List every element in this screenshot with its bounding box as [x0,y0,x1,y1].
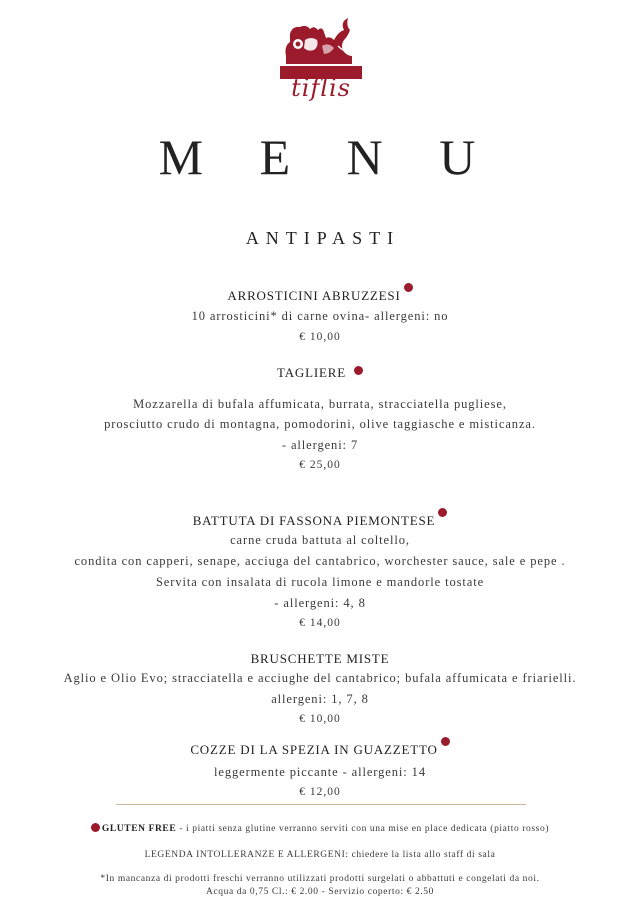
menu-item-title [0,288,640,304]
menu-item-description: 10 arrosticini* di carne ovina- allergeni: no [191,309,449,323]
menu-item-name: ARROSTICINI ABRUZZESI [227,288,401,303]
menu-item-price: € 14,00 [299,617,341,629]
page-title: M E N U [158,129,498,185]
menu-item-price: € 12,00 [299,786,341,798]
frozen-products-note: *In mancanza di prodotti freschi verranno utilizzati prodotti surgelati o abbattuti e congelati da noi. [100,874,540,884]
footer-divider [116,804,526,805]
menu-item-title [0,513,640,529]
menu-item-description: prosciutto crudo di montagna, pomodorini, olive taggiasche e misticanza. [104,417,536,431]
gluten-free-dot-icon [404,283,413,292]
menu-item-name: BATTUTA DI FASSONA PIEMONTESE [192,513,436,528]
gluten-free-dot-icon [438,508,447,517]
menu-item-description: Servita con insalata di rucola limone e mandorle tostate [155,575,485,589]
menu-item-description: condita con capperi, senape, acciuga del cantabrico, worchester sauce, sale e pepe . [74,554,566,568]
menu-item-description: leggermente piccante - allergeni: 14 [214,765,426,779]
menu-item-name: BRUSCHETTE MISTE [250,651,390,666]
gluten-free-text: - i piatti senza glutine verranno serviti con una mise en place dedicata (piatto rosso) [176,824,550,834]
logo-wordmark: tiflis [291,74,351,102]
menu-item-description: Aglio e Olio Evo; stracciatella e acciughe del cantabrico; bufala affumicata e friarielli. [63,671,577,685]
menu-item-title [0,742,640,758]
menu-item-price: € 10,00 [299,331,341,343]
menu-item-price: € 10,00 [299,713,341,725]
menu-item-title [0,365,640,381]
menu-item-description: - allergeni: 4, 8 [274,596,366,610]
gluten-free-dot-icon [91,823,100,832]
menu-item-description: carne cruda battuta al coltello, [230,533,410,547]
charges-note: Acqua da 0,75 Cl.: € 2.00 - Servizio coperto: € 2.50 [205,887,435,897]
menu-item-description: Mozzarella di bufala affumicata, burrata, stracciatella pugliese, [133,397,507,411]
section-title: ANTIPASTI [245,228,401,248]
gluten-free-dot-icon [354,366,363,375]
allergen-legend: LEGENDA INTOLLERANZE E ALLERGENI: chiedere la lista allo staff di sala [144,850,496,860]
menu-item-title [0,651,640,667]
gluten-free-legend [0,823,640,834]
menu-item-price: € 25,00 [299,459,341,471]
menu-item-description: allergeni: 1, 7, 8 [271,692,369,706]
gluten-free-label: GLUTEN FREE [101,824,177,834]
gluten-free-dot-icon [441,737,450,746]
menu-item-name: COZZE DI LA SPEZIA IN GUAZZETTO [190,742,438,757]
menu-item-description: - allergeni: 7 [281,438,359,452]
menu-item-name: TAGLIERE [277,365,346,380]
restaurant-logo [278,16,364,112]
